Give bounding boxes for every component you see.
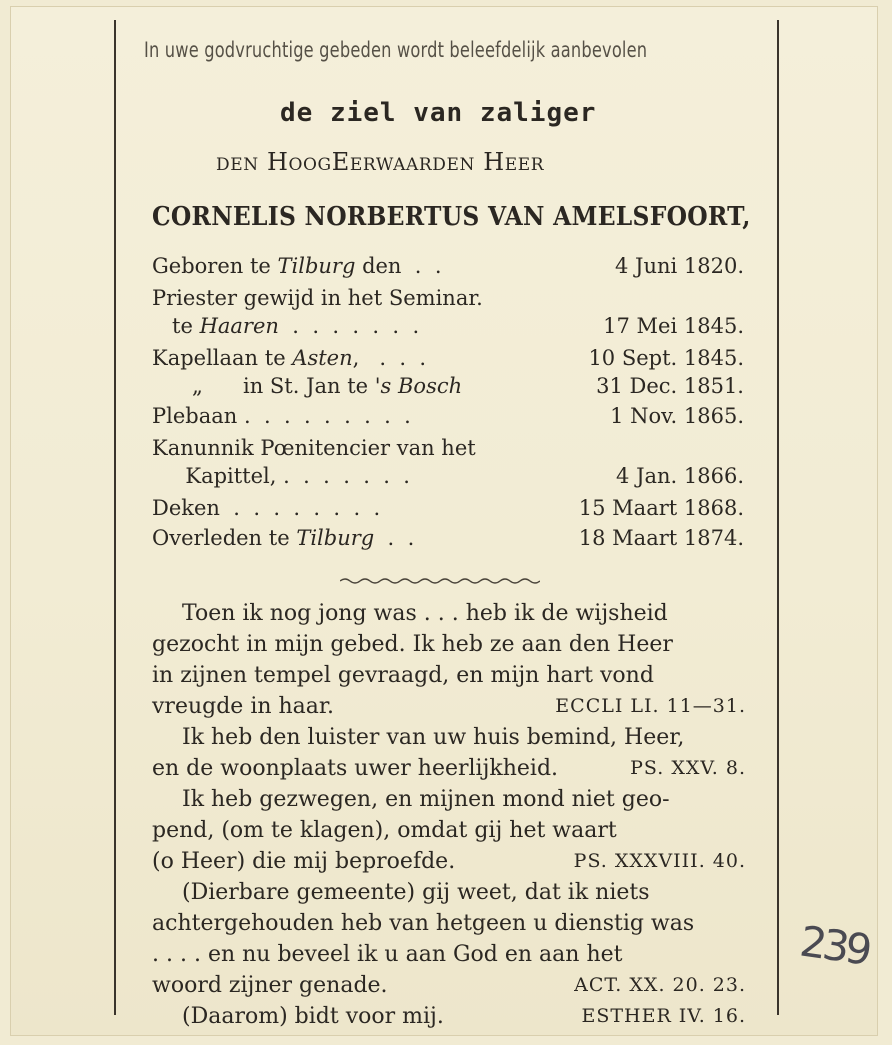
verse-line (152, 815, 746, 846)
career-leader-dots: . . . . . . . (278, 314, 420, 338)
career-place: 's Bosch (374, 374, 463, 398)
verse-reference: ACT. XX. 20. 23. (574, 974, 746, 996)
career-date: 4 Jan. 1866. (616, 464, 744, 488)
career-label-text: Plebaan . . . . . . . . . (152, 404, 411, 428)
career-label-text: Priester gewijd in het Seminar. (152, 286, 483, 310)
verse-text: (o Heer) die mij beproefde. (152, 849, 456, 874)
intro-line: In uwe godvruchtige gebeden wordt beleefdelijk aanbevolen (144, 38, 648, 62)
verse-text: pend, (om te klagen), omdat gij het waart (152, 818, 617, 843)
career-leader-dots: den . . (355, 254, 442, 278)
verse-text: vreugde in haar. (152, 694, 335, 719)
verse-line (152, 598, 746, 629)
memorial-card (10, 6, 878, 1036)
career-date: 1 Nov. 1865. (610, 404, 744, 428)
career-leader-dots: , . . . (352, 346, 427, 370)
verse-line (152, 784, 746, 815)
career-label-text: Kanunnik Pœnitencier van het (152, 436, 476, 460)
verse-text: gezocht in mijn gebed. Ik heb ze aan den Heer (152, 632, 673, 657)
verse-reference: ECCLI LI. 11—31. (555, 695, 746, 717)
archive-number: 239 (796, 916, 872, 975)
verse-line (152, 629, 746, 660)
career-label-text: Overleden te (152, 526, 297, 550)
career-label (152, 526, 414, 550)
verse-text: en de woonplaats uwer heerlijkheid. (152, 756, 559, 781)
right-border-rule (777, 20, 779, 1015)
career-label (152, 404, 411, 428)
career-label-text: Geboren te (152, 254, 278, 278)
verse-line (152, 939, 746, 970)
career-date: 15 Maart 1868. (578, 496, 744, 520)
verse-line (152, 722, 746, 753)
verse-text: achtergehouden heb van hetgeen u dienstig was (152, 911, 695, 936)
verse-line (152, 877, 746, 908)
career-label (152, 464, 410, 488)
career-place: Asten (292, 346, 353, 370)
verse-line (152, 660, 746, 691)
career-label (152, 436, 476, 460)
career-date: 18 Maart 1874. (578, 526, 744, 550)
verse-text: Toen ik nog jong was . . . heb ik de wijsheid (182, 601, 668, 626)
career-label-text: Kapittel, . . . . . . . (152, 464, 410, 488)
verse-line (152, 691, 746, 722)
career-label (152, 286, 483, 310)
career-place: Tilburg (277, 254, 356, 278)
verse-line (152, 908, 746, 939)
career-label (152, 496, 380, 520)
career-date: 10 Sept. 1845. (588, 346, 744, 370)
deceased-name: CORNELIS NORBERTUS VAN AMELSFOORT, (152, 202, 751, 232)
career-label (152, 254, 442, 278)
career-label (152, 346, 426, 370)
subtitle-line: de ziel van zaliger (280, 98, 597, 128)
verse-reference: ESTHER IV. 16. (581, 1005, 746, 1027)
verse-block (152, 598, 746, 1032)
verse-line (152, 846, 746, 877)
career-date: 4 Juni 1820. (614, 254, 744, 278)
verse-text: woord zijner genade. (152, 973, 388, 998)
career-label (152, 374, 462, 398)
verse-text: (Daarom) bidt voor mij. (182, 1004, 444, 1029)
wavy-divider (340, 576, 540, 586)
title-line: den HoogEerwaarden Heer (216, 148, 545, 176)
career-place: Haaren (199, 314, 279, 338)
verse-reference: PS. XXXVIII. 40. (573, 850, 746, 872)
verse-text: Ik heb gezwegen, en mijnen mond niet geo- (182, 787, 670, 812)
career-date: 17 Mei 1845. (603, 314, 744, 338)
career-date: 31 Dec. 1851. (596, 374, 744, 398)
verse-text: Ik heb den luister van uw huis bemind, Heer, (182, 725, 685, 750)
verse-text: in zijnen tempel gevraagd, en mijn hart vond (152, 663, 654, 688)
career-label-text: „ in St. Jan te (152, 374, 375, 398)
career-label-text: Deken . . . . . . . . (152, 496, 381, 520)
career-label (152, 314, 419, 338)
left-border-rule (114, 20, 116, 1015)
verse-text: . . . . en nu beveel ik u aan God en aan het (152, 942, 623, 967)
verse-line (152, 1001, 746, 1032)
career-label-text: Kapellaan te (152, 346, 293, 370)
verse-reference: PS. XXV. 8. (630, 757, 746, 779)
career-label-text: te (152, 314, 200, 338)
verse-line (152, 970, 746, 1001)
career-leader-dots: . . (374, 526, 415, 550)
career-place: Tilburg (296, 526, 375, 550)
verse-text: (Dierbare gemeente) gij weet, dat ik niets (182, 880, 650, 905)
verse-line (152, 753, 746, 784)
